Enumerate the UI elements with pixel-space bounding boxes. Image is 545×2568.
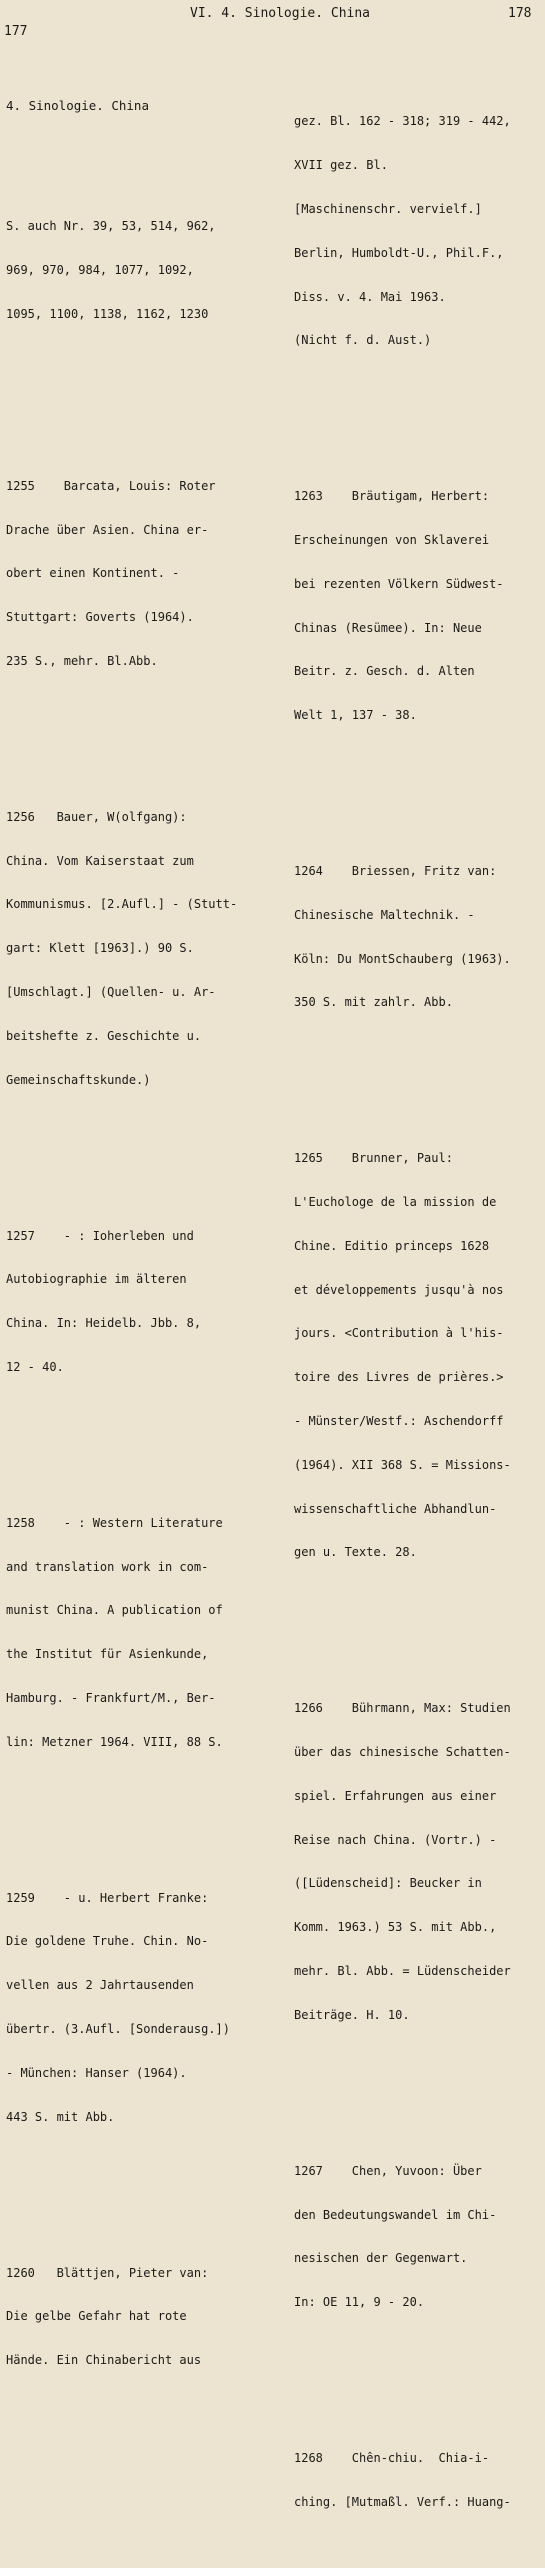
entry-line: über das chinesische Schatten- [294, 1745, 511, 1760]
right-page-number: 178 [508, 6, 532, 21]
entry-line: - Münster/Westf.: Aschendorff [294, 1414, 504, 1429]
see-also-block [6, 190, 266, 351]
entry-line: toire des Livres de prières.> [294, 1370, 504, 1385]
entry-line: 1267 Chen, Yuvoon: Über [294, 2163, 482, 2178]
entry-line: 1264 Briessen, Fritz van: [294, 864, 497, 879]
entry-line: obert einen Kontinent. - [6, 566, 180, 581]
entry-line: [Maschinenschr. vervielf.] [294, 201, 482, 216]
entry-line: jours. <Contribution à l'his- [294, 1326, 504, 1341]
entry-1259 [6, 1861, 266, 2153]
entry-line: 12 - 40. [6, 1359, 64, 1374]
see-also-line: S. auch Nr. 39, 53, 514, 962, [6, 219, 216, 234]
entry-line: - München: Hanser (1964). [6, 2065, 187, 2080]
entry-line: China. In: Heidelb. Jbb. 8, [6, 1316, 202, 1331]
entry-line: [Umschlagt.] (Quellen- u. Ar- [6, 985, 216, 1000]
entry-line: et développements jusqu'à nos [294, 1282, 504, 1297]
entry-line: 1268 Chên-chiu. Chia-i- [294, 2451, 490, 2465]
entry-line: Kommunismus. [2.Aufl.] - (Stutt- [6, 897, 238, 912]
entry-line: the Institut für Asienkunde, [6, 1647, 209, 1662]
entry-line: and translation work in com- [6, 1559, 209, 1574]
entry-line: den Bedeutungswandel im Chi- [294, 2207, 497, 2222]
entry-line: 235 S., mehr. Bl.Abb. [6, 653, 158, 668]
entry-line: Die goldene Truhe. Chin. No- [6, 1934, 209, 1949]
entry-line: 1265 Brunner, Paul: [294, 1151, 453, 1166]
entry-line: Beitr. z. Gesch. d. Alten [294, 664, 475, 679]
entry-line: 1257 - : Ioherleben und [6, 1228, 194, 1243]
entry-line: (1964). XII 368 S. = Missions- [294, 1457, 511, 1472]
entry-1257 [6, 1199, 266, 1403]
entry-line: 1259 - u. Herbert Franke: [6, 1890, 209, 1905]
entry-line: China. Vom Kaiserstaat zum [6, 853, 194, 868]
entry-line: ching. [Mutmaßl. Verf.: Huang- [294, 2494, 511, 2509]
entry-line: Chine. Editio princeps 1628 [294, 1238, 490, 1253]
entry-line: 1266 Bührmann, Max: Studien [294, 1701, 511, 1716]
entry-line: 1255 Barcata, Louis: Roter [6, 478, 216, 493]
entry-line: Diss. v. 4. Mai 1963. [294, 289, 446, 304]
see-also-line: 969, 970, 984, 1077, 1092, [6, 263, 194, 278]
entry-1255 [6, 450, 266, 698]
entry-line: beitshefte z. Geschichte u. [6, 1028, 202, 1043]
section-heading: 4. Sinologie. China [6, 98, 149, 114]
entry-line: wissenschaftliche Abhandlun- [294, 1501, 497, 1516]
entry-line: Beiträge. H. 10. [294, 2007, 410, 2022]
see-also-line: 1095, 1100, 1138, 1162, 1230 [6, 306, 209, 321]
entry-line: Berlin, Humboldt-U., Phil.F., [294, 245, 504, 260]
entry-line: 443 S. mit Abb. [6, 2109, 115, 2124]
entry-1267 [294, 2135, 540, 2339]
entry-line: gen u. Texte. 28. [294, 1545, 417, 1560]
entry-line: Erscheinungen von Sklaverei [294, 533, 490, 547]
entry-line: Reise nach China. (Vortr.) - [294, 1832, 497, 1847]
entry-line: gart: Klett [1963].) 90 S. [6, 941, 194, 956]
entry-line: Drache über Asien. China er- [6, 522, 209, 537]
entry-line: spiel. Erfahrungen aus einer [294, 1788, 497, 1803]
entry-line: Hamburg. - Frankfurt/M., Ber- [6, 1690, 216, 1705]
entry-line: 350 S. mit zahlr. Abb. [294, 995, 453, 1010]
right-column [294, 56, 540, 2568]
entry-line: Chinesische Maltechnik. - [294, 907, 475, 922]
entry-1264 [294, 835, 540, 1039]
entry-line: Stuttgart: Goverts (1964). [6, 610, 194, 625]
entry-line: 1260 Blättjen, Pieter van: [6, 2265, 209, 2280]
entry-line: vellen aus 2 Jahrtausenden [6, 1978, 194, 1993]
entry-line: ([Lüdenscheid]: Beucker in [294, 1876, 482, 1891]
entry-line: In: OE 11, 9 - 20. [294, 2295, 425, 2310]
entry-continuation [294, 85, 540, 377]
entry-line: übertr. (3.Aufl. [Sonderausg.]) [6, 2022, 230, 2036]
entry-line: nesischen der Gegenwart. [294, 2251, 468, 2266]
entry-line: lin: Metzner 1964. VIII, 88 S. [6, 1734, 223, 1749]
entry-1265 [294, 1122, 540, 1589]
entry-1258 [6, 1487, 266, 1779]
entry-line: XVII gez. Bl. [294, 158, 388, 173]
entry-line: 1258 - : Western Literature [6, 1515, 223, 1530]
entry-1260 [6, 2236, 266, 2397]
entry-line: bei rezenten Völkern Südwest- [294, 576, 504, 591]
left-page-number: 177 [4, 24, 28, 39]
entry-1268 [294, 2422, 540, 2539]
entry-line: L'Euchologe de la mission de [294, 1195, 497, 1210]
entry-1256 [6, 781, 266, 1117]
entry-line: gez. Bl. 162 - 318; 319 - 442, [294, 114, 511, 129]
entry-line: Chinas (Resümee). In: Neue [294, 620, 482, 635]
entry-line: Welt 1, 137 - 38. [294, 708, 417, 723]
entry-line: Hände. Ein Chinabericht aus [6, 2353, 202, 2368]
entry-line: Autobiographie im älteren [6, 1272, 187, 1287]
entry-1263 [294, 460, 540, 752]
page-title: VI. 4. Sinologie. China [190, 6, 371, 21]
entry-line: munist China. A publication of [6, 1603, 223, 1618]
entry-line: Köln: Du MontSchauberg (1963). [294, 951, 511, 966]
entry-line: 1263 Bräutigam, Herbert: [294, 489, 490, 504]
left-column [6, 70, 266, 2426]
entry-line: (Nicht f. d. Aust.) [294, 333, 432, 348]
entry-line: 1256 Bauer, W(olfgang): [6, 809, 187, 824]
entry-line: mehr. Bl. Abb. = Lüdenscheider [294, 1964, 511, 1978]
entry-line: Gemeinschaftskunde.) [6, 1072, 151, 1087]
entry-line: Komm. 1963.) 53 S. mit Abb., [294, 1920, 497, 1935]
entry-line: Die gelbe Gefahr hat rote [6, 2309, 187, 2324]
entry-1266 [294, 1672, 540, 2051]
